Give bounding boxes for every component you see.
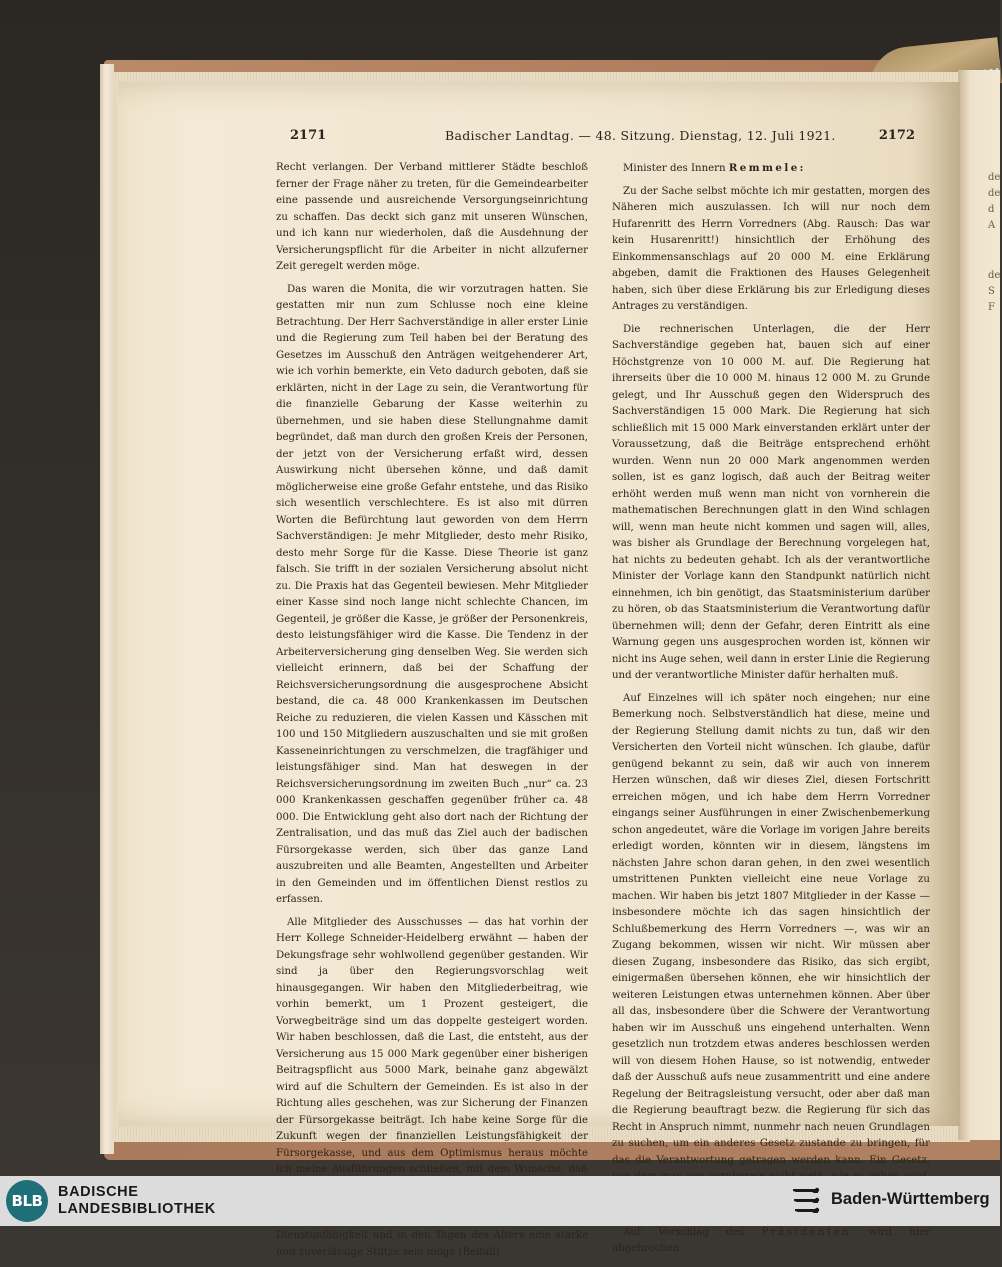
- blb-name[interactable]: [58, 1184, 216, 1218]
- next-page-edge: [958, 70, 1000, 1140]
- next-page-fragment: de: [988, 172, 1001, 183]
- page-edge: [100, 64, 114, 1154]
- page-number-left: 2171: [290, 128, 327, 143]
- bw-name[interactable]: Baden-Württemberg: [831, 1190, 990, 1208]
- next-page-fragment: d: [988, 204, 995, 215]
- paragraph: Recht verlangen. Der Verband mittlerer Städte beschloß ferner der Frage näher zu treten, für die Gemeindearbeiter eine passende und ausreichende Versorgungseinrichtung zu schaffen. Das deckt sich ganz mit unseren Wünschen, und ich kann nur wiederholen, daß die Ausdehnung der Versicherungspflicht für die Arbeiter in nicht allzuferner Zeit geregelt werden möge.: [276, 162, 588, 272]
- closing-prefix: Auf Vorschlag des: [623, 1226, 745, 1238]
- paragraph: Auf Einzelnes will ich später noch eingehen; nur eine Bemerkung noch. Selbstverständlich hat diese, meine und der Regierung Stellung damit nichts zu tun, daß wir den Versicherten den Vorteil nicht wünschen. Ich glaube, dafür genügend bekannt zu sein, daß wir auch von innerem Herzen wünschen, daß wir dieses Ziel, diesen Fortschritt erreichen mögen, und ich habe dem Herrn Vorredner eingangs seiner Ausführungen in einer Zwischenbemerkung schon angedeutet, wäre die Vorlage im vorigen Jahre bereits erledigt worden, könnten wir in diesem, längstens im nächsten Jahre schon daran gehen, in den zwei wesentlich umstrittenen Punkten vielleicht eine neue Vorlage zu machen. Wir haben bis jetzt 1807 Mitglieder in der Kasse — insbesondere möchte ich das sagen hinsichtlich der Schlußbemerkung des Herrn Vorredners —, was wir an Zugang bekommen, wissen wir nicht. Wir müssen aber diesen Zugang, insbesondere das Risiko, das sich ergibt, einigermaßen übersehen können, ehe wir hinsichtlich der weiteren Leistungen etwas unternehmen können. Aber über all das, insbesondere über die Schwere der Verantwortung haben wir im Ausschuß uns eingehend unterhalten. Wenn gesetzlich nun trotzdem etwas anderes beschlossen werden will von diesem Hohen Hause, so ist notwendig, entweder daß der Ausschuß aufs neue zusammentritt und eine andere Regelung der Beitragsleistung versucht, oder aber daß man die Regierung beauftragt bezw. die Regierung für sich das Recht in Anspruch nimmt, nunmehr nach neuen Grundlagen zu suchen, um ein anderes Gesetz zustande zu bringen, für das die Verantwortung getragen werden kann. Ein Gesetz,: [612, 692, 930, 1166]
- closing-name: Präsidenten: [761, 1226, 852, 1238]
- paragraph: Das waren die Monita, die wir vorzutragen hatten. Sie gestatten mir nun zum Schlusse noch eine kleine Betrachtung. Der Herr Sachverständige in aller erster Linie und die Regierung zum Teil haben bei der Beratung des Gesetzes im Ausschuß den Anträgen weitgehenderer Art, wie ich vorhin bemerkte, ein Veto dadurch geboten, daß sie erklärten, nicht in der Lage zu sein, die Verantwortung für die finanzielle Gebarung der Kasse weiterhin zu übernehmen, und sie haben diese Stellungnahme damit begründet, daß man durch den großen Kreis der Personen, der jetzt von der Versicherung erfaßt wird, dessen Auswirkung nicht übersehen könne, und daß damit möglicherweise eine große Gefahr entstehe, und das Risiko sich wesentlich verschlechtere. Es ist also mit dürren Worten die Befürchtung laut geworden von dem Herrn Sachverständigen: Je mehr Mitglieder, desto mehr Risiko, desto mehr Sorge für die Kasse. Diese Theorie ist ganz falsch. Sie trifft in der sozialen Versicherung absolut nicht zu. Die Praxis hat das Gegenteil bewiesen. Mehr Mitglieder einer Kasse sind noch lange nicht schlechte Chancen, im Gegenteil, je größer die Kasse, je größer der Personenkreis, desto leistungsfähiger wird die Kasse. Die Tendenz in der Arbeiterversicherung ging denselben Weg. Sie werden sich vielleicht erinnern, daß bei der Schaffung der Reichsversicherungsordnung die ausgesprochene Absicht bestand, die ca. 48 000 Krankenkassen im Deutschen Reiche zu reduzieren, die vielen Kassen und Kässchen mit 100 und 150 Mitgliedern auszuschalten und sie mit großen Kasseneinrichtungen zu verschmelzen, die tragfähiger und leistungsfähiger sind. Man hat deswegen in der Reichsversicherungsordnung im zweiten Buch „nur“ ca. 23 000 Krankenkassen geschaffen gegenüber früher ca. 48 000. Die Entwicklung geht also dort nach der Richtung der Zentralisation, und das muß das Ziel auch der badischen Fürsorgekasse werden, sich über das ganze Land auszubreiten und alle Beamten, Angestellten und Arbeiter in den Gemeinden und im öffentlichen Dienst restlos zu erfassen.: [276, 283, 588, 905]
- page-header: [290, 128, 915, 148]
- three-lions-icon: [789, 1184, 823, 1218]
- running-title: Badischer Landtag. — 48. Sitzung. Dienstag, 12. Juli 1921.: [445, 128, 836, 143]
- next-page-fragment: S: [988, 286, 995, 297]
- paragraph: Die rechnerischen Unterlagen, die der Herr Sachverständige gegeben hat, bauen sich auf einer Höchstgrenze von 10 000 M. auf. Die Regierung hat ihrerseits über die 10 000 M. hinaus 12 000 M. zu Grunde gelegt, und Ihr Ausschuß gegen den Widerspruch des Sachverständigen 15 000 Mark. Die Regierung hat sich schließlich mit 15 000 Mark einverstanden erklärt unter der Voraussetzung, daß die Beiträge entsprechend erhöht wurden. Wenn nun 20 000 Mark angenommen werden sollen, ist es ganz logisch, daß auch der Beitrag weiter erhöht werden muß wenn man nicht von vornherein die mathematischen Berechnungen glatt in den Wind schlagen will, wenn man heute nicht kommen und sagen will, alles, was bisher als Grundlage der Berechnung vorgelegen hat, hat nichts zu bedeuten gehabt. Ich als der verantwortliche Minister der Vorlage kann den Standpunkt natürlich nicht einnehmen, ich bin genötigt, das Staatsministerium darüber zu hören, ob das Staatsministerium die Verantwortung dafür übernehmen will; denn der Gefahr, deren Eintritt als eine Warnung gegen uns ausgesprochen worden ist, können wir nicht ins Auge sehen, weil dann in erster Linie die Regierung und der verantwortliche Minister dafür herhalten muß.: [612, 323, 930, 681]
- closing-line: [612, 1225, 930, 1258]
- page-number-right: 2172: [878, 128, 915, 143]
- next-page-fragment: de: [988, 270, 1001, 281]
- blb-name-line2: LANDESBIBLIOTHEK: [58, 1201, 216, 1217]
- speaker-name: Remmele:: [728, 162, 806, 174]
- closing-suffix: wird hier abgebrochen.: [612, 1226, 930, 1254]
- speaker-title: Minister des Innern: [623, 163, 726, 174]
- next-page-fragment: de: [988, 188, 1001, 199]
- next-page-fragment: F: [988, 302, 995, 313]
- right-column: [612, 160, 930, 1264]
- blb-name-line1: BADISCHE: [58, 1184, 139, 1200]
- paragraph: Zu der Sache selbst möchte ich mir gestatten, morgen des Näheren mich auszulassen. Ich will nur noch dem Hufarenritt des Herrn Vorredners (Abg. Rausch: Das war kein Husarenritt!) hinsichtlich der Erhöhung des Einkommensanschlags auf 20 000 M. eine Erklärung abgeben, damit die Fraktionen des Hauses Gelegenheit haben, sich über diese Erklärung bis zur Erledigung dieses Antrages zu verständigen.: [612, 185, 930, 312]
- left-column: [276, 160, 588, 1267]
- next-page-fragment: A: [988, 220, 996, 231]
- speaker-line: [612, 160, 930, 178]
- blb-logo[interactable]: BLB: [6, 1180, 48, 1222]
- footer-bar: [0, 1176, 1000, 1226]
- paragraph: Alle Mitglieder des Ausschusses — das hat vorhin der Herr Kollege Schneider-Heidelberg erwähnt — haben der Dekungsfrage sehr wohlwollend gegenüber gestanden. Wir sind ja über den Regierungsvorschlag weit hinausgegangen. Wir haben den Mitgliederbeitrag, wie vorhin bemerkt, um 1 Prozent gesteigert, die Vorwegbeiträge sind um das doppelte gesteigert worden. Wir haben beschlossen, daß die Last, die entsteht, aus der Versicherung aus 15 000 Mark gegenüber einer bisherigen Beitragspflicht aus 5000 Mark, beinahe ganz abgewälzt wird auf die Schultern der Gemeinden. Es ist also in der Richtung alles geschehen, was zur Sicherung der Finanzen der Fürsorgekasse beiträgt. Ich habe keine Sorge für die Zukunft wegen der finanziellen Leistungsfähigkeit der Fürsorgekasse, und aus dem Optimismus heraus möchte ich meine Ausführungen schließen, mit dem Wunsche, daß Dienstunfähigkeit und in den Tagen des Alters eine starke und zuverlässige Stütze sein möge (Beifall).: [276, 916, 588, 1258]
